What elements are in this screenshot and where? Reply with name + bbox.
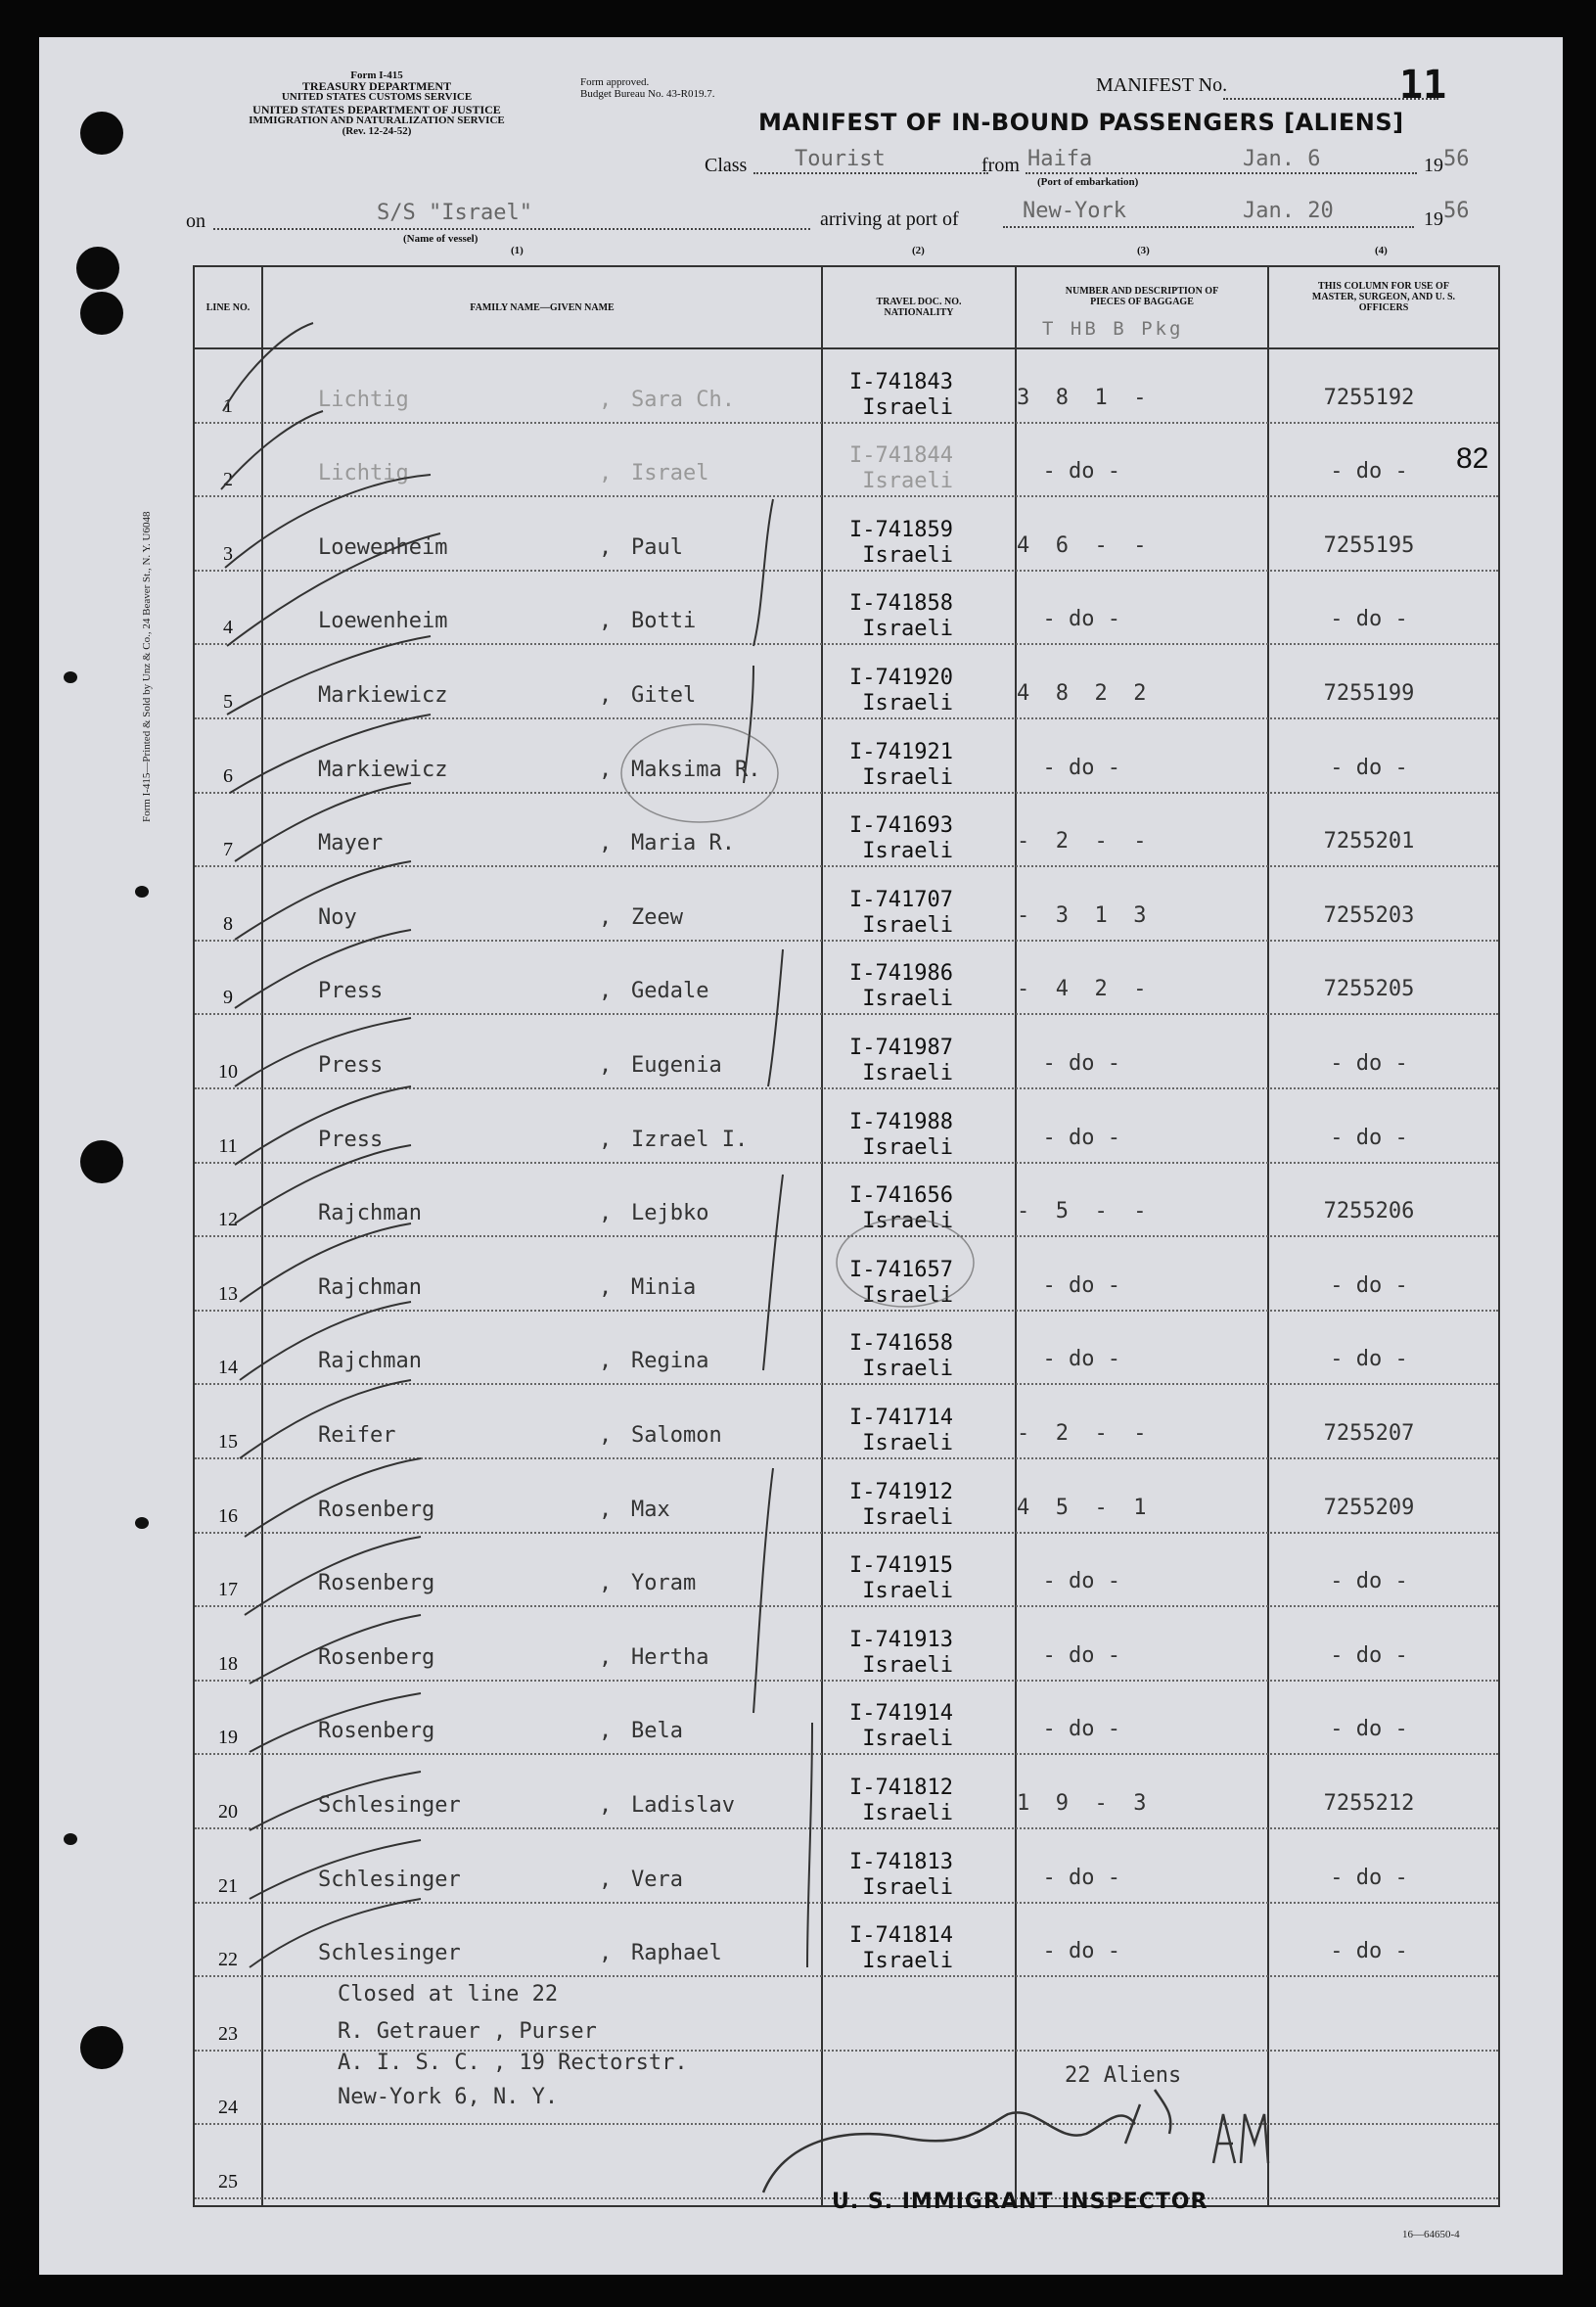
line-number: 21 xyxy=(218,1874,238,1897)
family-name: Lichtig xyxy=(318,461,409,486)
table-row xyxy=(195,1015,1498,1089)
binder-hole xyxy=(76,247,119,290)
col-header-officers: THIS COLUMN FOR USE OF MASTER, SURGEON, AND U. S. OFFICERS xyxy=(1311,280,1456,313)
officer-entry: 7255192 xyxy=(1323,385,1415,410)
nationality: Israeli xyxy=(862,469,953,494)
name-comma: , xyxy=(599,1867,613,1892)
ins-line: IMMIGRATION AND NATURALIZATION SERVICE xyxy=(249,115,505,126)
line-number: 5 xyxy=(223,690,233,713)
officer-entry: - do - xyxy=(1330,1717,1408,1742)
travel-doc-no: I-741988 xyxy=(849,1109,953,1134)
family-name: Reifer xyxy=(318,1422,396,1448)
officer-entry: 7255199 xyxy=(1323,680,1415,706)
line-number: 20 xyxy=(218,1800,238,1823)
vessel-caption: (Name of vessel) xyxy=(403,233,479,245)
arrival-port: New-York xyxy=(1023,199,1126,223)
arrival-year: 56 xyxy=(1443,199,1470,223)
baggage-count: - 3 1 3 xyxy=(1017,902,1147,928)
officer-entry: 7255195 xyxy=(1323,532,1415,558)
table-row xyxy=(195,1164,1498,1238)
nationality: Israeli xyxy=(862,1652,953,1678)
nationality: Israeli xyxy=(862,1949,953,1974)
margin-note: 82 xyxy=(1456,442,1489,475)
page-title: MANIFEST OF IN-BOUND PASSENGERS [ALIENS] xyxy=(758,109,1404,136)
travel-doc-no: I-741812 xyxy=(849,1775,953,1800)
family-name: Press xyxy=(318,979,384,1004)
given-name: Sara Ch. xyxy=(631,387,735,412)
col2-caption: (2) xyxy=(912,245,925,256)
table-row xyxy=(195,572,1498,646)
baggage-count: - do - xyxy=(1017,1569,1120,1594)
inspector-label: U. S. IMMIGRANT INSPECTOR xyxy=(832,2190,1208,2214)
name-comma: , xyxy=(599,609,613,634)
customs-line: UNITED STATES CUSTOMS SERVICE xyxy=(281,91,473,103)
line-number: 3 xyxy=(223,542,233,565)
table-row xyxy=(195,497,1498,572)
officer-entry: - do - xyxy=(1330,1272,1408,1298)
name-comma: , xyxy=(599,1644,613,1670)
given-name: Ladislav xyxy=(631,1792,735,1818)
name-comma: , xyxy=(599,1127,613,1152)
side-print: Form I-415—Printed & Sold by Unz & Co., 24 Beaver St., N. Y. U6048 xyxy=(141,511,153,822)
dotted-rule xyxy=(1026,172,1417,174)
given-name: Paul xyxy=(631,534,683,560)
depart-year: 56 xyxy=(1443,147,1470,171)
name-comma: , xyxy=(599,1422,613,1448)
nationality: Israeli xyxy=(862,987,953,1012)
given-name: Bela xyxy=(631,1719,683,1744)
given-name: Israel xyxy=(631,461,709,486)
given-name: Zeew xyxy=(631,904,683,930)
family-name: Loewenheim xyxy=(318,534,448,560)
travel-doc-no: I-741859 xyxy=(849,517,953,542)
family-name: Press xyxy=(318,1052,384,1078)
depart-year-prefix: 19 xyxy=(1424,155,1443,176)
baggage-count: - do - xyxy=(1017,1272,1120,1298)
family-name: Rajchman xyxy=(318,1274,422,1300)
name-comma: , xyxy=(599,682,613,708)
name-comma: , xyxy=(599,1571,613,1596)
embark-caption: (Port of embarkation) xyxy=(1037,176,1139,188)
manifest-no-label: MANIFEST No. xyxy=(1096,74,1228,96)
travel-doc-no: I-741813 xyxy=(849,1849,953,1874)
table-row xyxy=(195,942,1498,1016)
travel-doc-no: I-741987 xyxy=(849,1035,953,1060)
given-name: Botti xyxy=(631,609,697,634)
binder-hole xyxy=(80,1140,123,1183)
line-number: 15 xyxy=(218,1430,238,1453)
punch-dot xyxy=(135,886,149,898)
given-name: Hertha xyxy=(631,1644,709,1670)
given-name: Izrael I. xyxy=(631,1127,749,1152)
baggage-count: - do - xyxy=(1017,607,1120,632)
officer-entry: - do - xyxy=(1330,1642,1408,1668)
given-name: Gedale xyxy=(631,979,709,1004)
passenger-table xyxy=(193,265,1500,2207)
punch-dot xyxy=(64,671,77,683)
nationality: Israeli xyxy=(862,1282,953,1308)
baggage-count: 4 8 2 2 xyxy=(1017,680,1147,706)
nationality: Israeli xyxy=(862,690,953,715)
col3-caption: (3) xyxy=(1137,245,1150,256)
nationality: Israeli xyxy=(862,1504,953,1530)
officer-entry: - do - xyxy=(1330,755,1408,780)
on-label: on xyxy=(186,210,205,232)
nationality: Israeli xyxy=(862,617,953,642)
given-name: Raphael xyxy=(631,1941,722,1966)
baggage-count: - do - xyxy=(1017,1865,1120,1890)
baggage-count: - do - xyxy=(1017,755,1120,780)
family-name: Rosenberg xyxy=(318,1644,435,1670)
family-name: Rosenberg xyxy=(318,1719,435,1744)
name-comma: , xyxy=(599,1792,613,1818)
baggage-count: 4 6 - - xyxy=(1017,532,1147,558)
baggage-count: - do - xyxy=(1017,1642,1120,1668)
binder-hole xyxy=(80,2026,123,2069)
col-header-baggage-types: T HB B Pkg xyxy=(1042,318,1184,340)
baggage-count: 4 5 - 1 xyxy=(1017,1495,1147,1520)
baggage-count: - do - xyxy=(1017,1125,1120,1150)
line-number: 2 xyxy=(223,469,233,491)
officer-entry: - do - xyxy=(1330,1939,1408,1964)
name-comma: , xyxy=(599,461,613,486)
binder-hole xyxy=(80,292,123,335)
travel-doc-no: I-741656 xyxy=(849,1183,953,1209)
line-number: 24 xyxy=(218,2097,238,2119)
line-number: 12 xyxy=(218,1209,238,1231)
officer-entry: - do - xyxy=(1330,1347,1408,1372)
line-number: 23 xyxy=(218,2022,238,2045)
baggage-count: - do - xyxy=(1017,459,1120,484)
col-header-name: FAMILY NAME—GIVEN NAME xyxy=(470,301,615,313)
table-row xyxy=(195,1904,1498,1978)
line-number: 10 xyxy=(218,1060,238,1083)
nationality: Israeli xyxy=(862,1209,953,1234)
travel-doc-no: I-741912 xyxy=(849,1479,953,1504)
officer-entry: - do - xyxy=(1330,1050,1408,1076)
travel-doc-no: I-741657 xyxy=(849,1257,953,1282)
table-row xyxy=(195,867,1498,942)
name-comma: , xyxy=(599,1274,613,1300)
nationality: Israeli xyxy=(862,1060,953,1085)
aliens-count: 22 Aliens xyxy=(1065,2063,1182,2088)
col1-caption: (1) xyxy=(511,245,524,256)
closing-line-4: New-York 6, N. Y. xyxy=(338,2085,559,2109)
arrival-date: Jan. 20 xyxy=(1243,199,1334,223)
table-row xyxy=(195,349,1498,424)
family-name: Rosenberg xyxy=(318,1571,435,1596)
line-number: 4 xyxy=(223,617,233,639)
form-number-line: Form I-415 xyxy=(350,69,403,81)
name-comma: , xyxy=(599,757,613,782)
travel-doc-no: I-741693 xyxy=(849,813,953,839)
name-comma: , xyxy=(599,1349,613,1374)
line-number: 13 xyxy=(218,1282,238,1305)
dotted-rule xyxy=(1003,226,1414,228)
line-number: 9 xyxy=(223,987,233,1009)
rev-line: (Rev. 12-24-52) xyxy=(342,125,412,137)
travel-doc-no: I-741714 xyxy=(849,1405,953,1430)
family-name: Press xyxy=(318,1127,384,1152)
table-row xyxy=(195,2125,1498,2199)
family-name: Rosenberg xyxy=(318,1497,435,1522)
closing-line-1: Closed at line 22 xyxy=(338,1982,559,2007)
family-name: Rajchman xyxy=(318,1201,422,1226)
table-row xyxy=(195,1534,1498,1608)
given-name: Regina xyxy=(631,1349,709,1374)
binder-hole xyxy=(80,112,123,155)
closing-line-3: A. I. S. C. , 19 Rectorstr. xyxy=(338,2051,688,2075)
nationality: Israeli xyxy=(862,1874,953,1900)
line-number: 19 xyxy=(218,1727,238,1749)
nationality: Israeli xyxy=(862,1134,953,1160)
officer-entry: 7255206 xyxy=(1323,1199,1415,1224)
manifest-number: 11 xyxy=(1399,63,1447,108)
given-name: Vera xyxy=(631,1867,683,1892)
class-label: Class xyxy=(705,155,748,176)
name-comma: , xyxy=(599,831,613,856)
name-comma: , xyxy=(599,1052,613,1078)
table-row xyxy=(195,1459,1498,1534)
family-name: Schlesinger xyxy=(318,1867,461,1892)
arrival-year-prefix: 19 xyxy=(1424,208,1443,230)
given-name: Yoram xyxy=(631,1571,697,1596)
baggage-count: - do - xyxy=(1017,1050,1120,1076)
travel-doc-no: I-741707 xyxy=(849,887,953,912)
arriving-label: arriving at port of xyxy=(820,208,959,230)
table-row xyxy=(195,645,1498,719)
officer-entry: 7255205 xyxy=(1323,977,1415,1002)
officer-entry: - do - xyxy=(1330,607,1408,632)
class-value: Tourist xyxy=(795,147,886,171)
travel-doc-no: I-741814 xyxy=(849,1923,953,1949)
travel-doc-no: I-741858 xyxy=(849,591,953,617)
family-name: Mayer xyxy=(318,831,384,856)
col-header-line-no: LINE NO. xyxy=(205,301,251,313)
family-name: Rajchman xyxy=(318,1349,422,1374)
officer-entry: - do - xyxy=(1330,1865,1408,1890)
given-name: Lejbko xyxy=(631,1201,709,1226)
table-row xyxy=(195,719,1498,794)
baggage-count: - do - xyxy=(1017,1939,1120,1964)
line-number: 7 xyxy=(223,839,233,861)
line-number: 6 xyxy=(223,764,233,787)
col-header-baggage: NUMBER AND DESCRIPTION OF PIECES OF BAGGAGE xyxy=(1065,286,1219,307)
table-row xyxy=(195,1385,1498,1459)
given-name: Maria R. xyxy=(631,831,735,856)
dotted-rule xyxy=(753,172,988,174)
line-number: 14 xyxy=(218,1357,238,1379)
travel-doc-no: I-741914 xyxy=(849,1701,953,1727)
nationality: Israeli xyxy=(862,839,953,864)
nationality: Israeli xyxy=(862,1430,953,1455)
table-row xyxy=(195,1089,1498,1164)
officer-entry: - do - xyxy=(1330,1125,1408,1150)
justice-line: UNITED STATES DEPARTMENT OF JUSTICE xyxy=(252,103,501,116)
col-header-travel-doc: TRAVEL DOC. NO. NATIONALITY xyxy=(876,297,962,318)
baggage-count: - 2 - - xyxy=(1017,829,1147,854)
baggage-count: - 5 - - xyxy=(1017,1199,1147,1224)
line-number: 22 xyxy=(218,1949,238,1971)
travel-doc-no: I-741921 xyxy=(849,739,953,764)
family-name: Schlesinger xyxy=(318,1792,461,1818)
travel-doc-no: I-741658 xyxy=(849,1331,953,1357)
dotted-rule xyxy=(213,228,810,230)
depart-date: Jan. 6 xyxy=(1243,147,1321,171)
given-name: Gitel xyxy=(631,682,697,708)
family-name: Markiewicz xyxy=(318,757,448,782)
vessel-name: S/S "Israel" xyxy=(377,201,532,225)
officer-entry: - do - xyxy=(1330,1569,1408,1594)
given-name: Max xyxy=(631,1497,670,1522)
nationality: Israeli xyxy=(862,1357,953,1382)
baggage-count: - do - xyxy=(1017,1347,1120,1372)
table-row xyxy=(195,1607,1498,1682)
table-row xyxy=(195,1237,1498,1312)
from-value: Haifa xyxy=(1027,147,1093,171)
baggage-count: - do - xyxy=(1017,1717,1120,1742)
baggage-count: - 4 2 - xyxy=(1017,977,1147,1002)
name-comma: , xyxy=(599,1497,613,1522)
officer-entry: 7255203 xyxy=(1323,902,1415,928)
nationality: Israeli xyxy=(862,394,953,420)
officer-entry: 7255209 xyxy=(1323,1495,1415,1520)
officer-entry: 7255207 xyxy=(1323,1420,1415,1446)
family-name: Loewenheim xyxy=(318,609,448,634)
from-label: from xyxy=(981,155,1020,176)
given-name: Salomon xyxy=(631,1422,722,1448)
family-name: Noy xyxy=(318,904,357,930)
name-comma: , xyxy=(599,387,613,412)
form-approved: Form approved. Budget Bureau No. 43-R019.7. xyxy=(580,76,715,100)
baggage-count: - 2 - - xyxy=(1017,1420,1147,1446)
name-comma: , xyxy=(599,979,613,1004)
travel-doc-no: I-741915 xyxy=(849,1553,953,1579)
nationality: Israeli xyxy=(862,542,953,568)
line-number: 17 xyxy=(218,1579,238,1601)
given-name: Maksima R. xyxy=(631,757,761,782)
travel-doc-no: I-741843 xyxy=(849,369,953,394)
nationality: Israeli xyxy=(862,1800,953,1825)
line-number: 11 xyxy=(218,1134,238,1157)
given-name: Eugenia xyxy=(631,1052,722,1078)
form-block xyxy=(171,70,582,137)
line-number: 25 xyxy=(218,2170,238,2192)
table-row xyxy=(195,424,1498,498)
travel-doc-no: I-741844 xyxy=(849,443,953,469)
officer-entry: 7255201 xyxy=(1323,829,1415,854)
line-number: 8 xyxy=(223,912,233,935)
table-row xyxy=(195,1829,1498,1904)
nationality: Israeli xyxy=(862,764,953,790)
table-row xyxy=(195,1312,1498,1386)
baggage-count: 1 9 - 3 xyxy=(1017,1790,1147,1816)
family-name: Schlesinger xyxy=(318,1941,461,1966)
line-number: 1 xyxy=(223,394,233,417)
name-comma: , xyxy=(599,1941,613,1966)
officer-entry: 7255212 xyxy=(1323,1790,1415,1816)
line-number: 18 xyxy=(218,1652,238,1675)
treasury-line: TREASURY DEPARTMENT xyxy=(301,79,452,93)
nationality: Israeli xyxy=(862,1727,953,1752)
name-comma: , xyxy=(599,1719,613,1744)
form-number: 16—64650-4 xyxy=(1402,2229,1460,2240)
travel-doc-no: I-741986 xyxy=(849,961,953,987)
travel-doc-no: I-741913 xyxy=(849,1627,953,1652)
table-row xyxy=(195,1755,1498,1829)
given-name: Minia xyxy=(631,1274,697,1300)
nationality: Israeli xyxy=(862,912,953,938)
family-name: Markiewicz xyxy=(318,682,448,708)
closing-line-2: R. Getrauer , Purser xyxy=(338,2019,597,2044)
nationality: Israeli xyxy=(862,1579,953,1604)
punch-dot xyxy=(135,1517,149,1529)
baggage-count: 3 8 1 - xyxy=(1017,385,1147,410)
col4-caption: (4) xyxy=(1375,245,1388,256)
family-name: Lichtig xyxy=(318,387,409,412)
name-comma: , xyxy=(599,904,613,930)
officer-entry: - do - xyxy=(1330,459,1408,484)
name-comma: , xyxy=(599,534,613,560)
table-row xyxy=(195,794,1498,868)
line-number: 16 xyxy=(218,1504,238,1527)
table-row xyxy=(195,1682,1498,1756)
punch-dot xyxy=(64,1833,77,1845)
name-comma: , xyxy=(599,1201,613,1226)
travel-doc-no: I-741920 xyxy=(849,665,953,690)
